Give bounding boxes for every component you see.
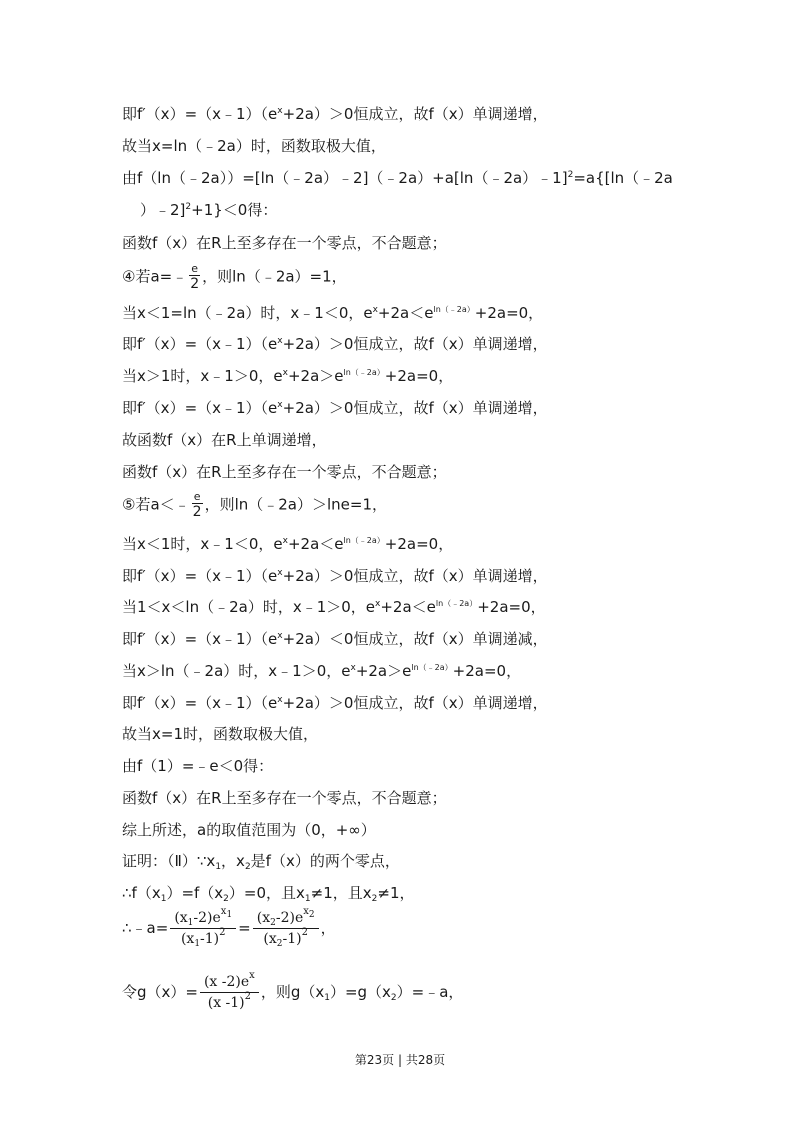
equation-line: 令g（x）= $\frac{(x -2)e^x}{(x -1)^2}$ ，则$g(x_1)=g(x_2)=﹣a$，: [122, 970, 464, 1011]
text-line: 函数f（x）在R上至多存在一个零点，不合题意；: [122, 463, 447, 481]
page-footer: 第23页 | 共28页: [354, 1053, 446, 1067]
text-line: ④若a=﹣ $\frac{e}{2}$ ，则ln（﹣2a）=1，: [122, 262, 347, 292]
text-line: 即$f'(x)=(x﹣1)(e^x+2a)>0$恒成立，故f（x）单调递增，: [122, 335, 548, 353]
text-line: 证明：$(Ⅱ)\because x_1$，$x_2$是f（x）的两个零点，: [122, 852, 400, 872]
text-line: 函数f（x）在R上至多存在一个零点，不合题意；: [122, 234, 447, 252]
text-line: 函数f（x）在R上至多存在一个零点，不合题意；: [122, 789, 447, 807]
text-line: 综上所述，a的取值范围为（0，+∞）: [122, 821, 376, 839]
text-line: ）﹣2]$^2$+1}＜0得：: [140, 201, 278, 219]
text-line: 即$f'(x)=(x﹣1)(e^x+2a)<0$恒成立，故f（x）单调递减，: [122, 630, 548, 648]
text-line: 由f（1）=﹣e＜0得：: [122, 757, 274, 775]
fraction-e-over-2: $\frac{e}{2}$: [192, 490, 202, 520]
fraction-e-over-2: $\frac{e}{2}$: [190, 262, 200, 292]
text-line: ⑤若a＜﹣ $\frac{e}{2}$ ，则ln（﹣2a）＞lne=1，: [122, 490, 387, 520]
fraction-x1: $\frac{(x_1-2)e^{x_1}}{(x_1-1)^2}$: [170, 908, 236, 949]
text-line: 当x＞1时，x﹣1＞0，$e^x+2a>e^{ln(﹣2a)}+2a=0$，: [122, 367, 454, 385]
text-line: 即$f'(x)=(x﹣1)(e^x+2a)>0$恒成立，故f（x）单调递增，: [122, 694, 548, 712]
text-line: 当x＜1=ln（﹣2a）时，x﹣1＜0，$e^x+2a<e^{ln(﹣2a)}+2a=0$，: [122, 304, 544, 322]
fraction-x2: $\frac{(x_2-2)e^{x_2}}{(x_2-1)^2}$: [253, 908, 319, 949]
text-line: 即$f'(x)=(x﹣1)(e^x+2a)>0$恒成立，故f（x）单调递增，: [122, 399, 548, 417]
fraction-gx: $\frac{(x -2)e^x}{(x -1)^2}$: [200, 972, 259, 1013]
text-line: 当x＞ln（﹣2a）时，x﹣1＞0，$e^x+2a>e^{ln(﹣2a)}+2a=0$，: [122, 662, 522, 680]
text-line: 即$f'(x)=(x﹣1)(e^x+2a)>0$恒成立，故f（x）单调递增，: [122, 567, 548, 585]
text-line: 即$f'(x)=(x﹣1)(e^x+2a)>0$恒成立，故f（x）单调递增，: [122, 105, 548, 123]
text-line: $\therefore f(x_1)=f(x_2)=0$，且$x_1\ne 1$，且$x_2\ne 1$，: [122, 884, 415, 904]
text-line: 故当x=ln（﹣2a）时，函数取极大值，: [122, 137, 386, 155]
text-line: 故当x=1时，函数取极大值，: [122, 725, 318, 743]
text-line: 由f（ln（﹣2a））=[ln（﹣2a）﹣2]（﹣2a）+a[ln（﹣2a）﹣1]$^2$=a{[ln（﹣2a: [122, 169, 673, 187]
text-line: 当1＜x＜ln（﹣2a）时，x﹣1＞0，$e^x+2a<e^{ln(﹣2a)}+2a=0$，: [122, 598, 546, 616]
text-line: 当x＜1时，x﹣1＜0，$e^x+2a<e^{ln(﹣2a)}+2a=0$，: [122, 535, 454, 553]
text-line: 故函数f（x）在R上单调递增，: [122, 431, 327, 449]
equation-line: ∴﹣a= $\frac{(x_1-2)e^{x_1}}{(x_1-1)^2}$ = $\frac{(x_2-2)e^{x_2}}{(x_2-1)^2}$ ，: [122, 906, 336, 949]
